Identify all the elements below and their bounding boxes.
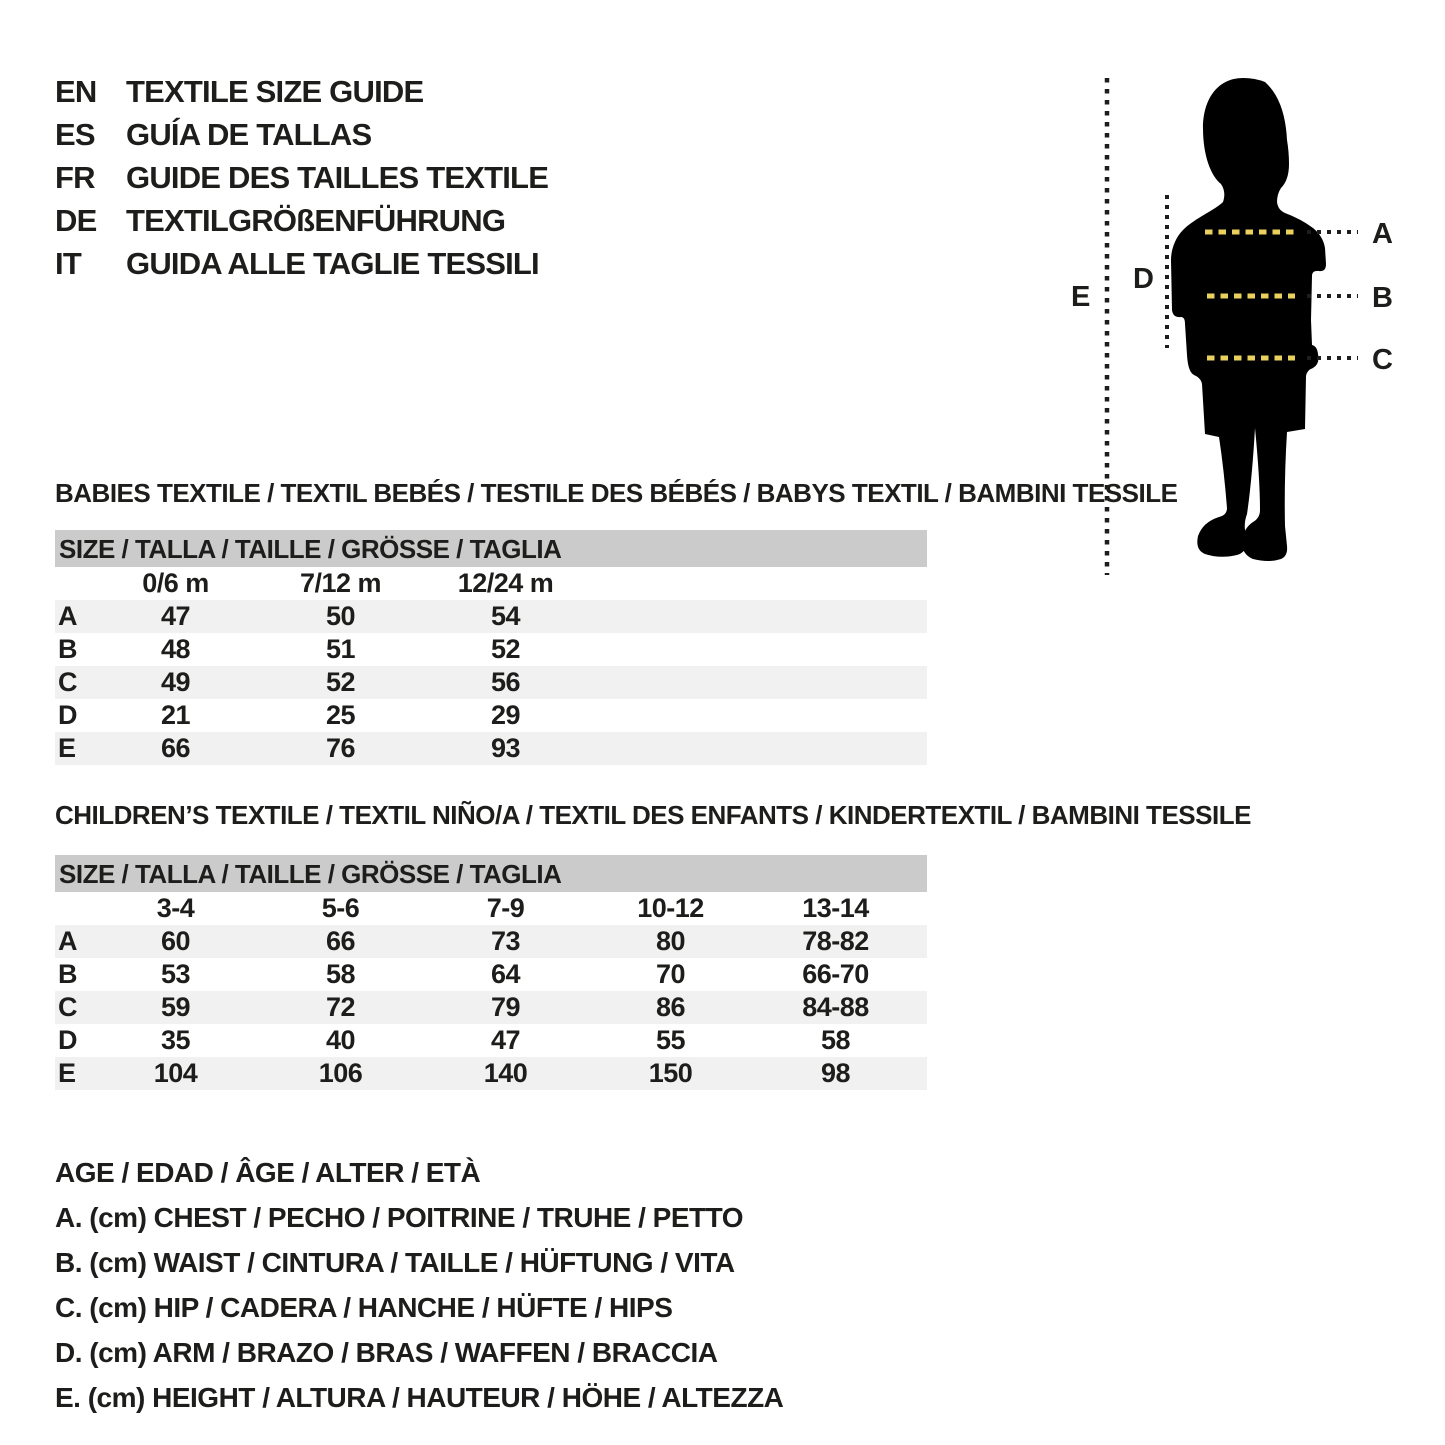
cell-value: 79 [490, 992, 521, 1022]
cell-value: 98 [820, 1058, 851, 1088]
cell-value: 50 [325, 601, 356, 631]
language-title: GUÍA DE TALLAS [126, 116, 372, 152]
language-row-es [55, 113, 548, 156]
children-size-table [55, 855, 927, 1090]
language-row-de [55, 199, 548, 242]
language-row-en [55, 70, 548, 113]
cell-value: 47 [160, 601, 191, 631]
row-label: A [58, 601, 77, 631]
cell-value: 40 [325, 1025, 356, 1055]
legend-height: E. (cm) HEIGHT / ALTURA / HAUTEUR / HÖHE / ALTEZZA [55, 1382, 784, 1413]
cell-value: 60 [160, 926, 191, 956]
children-column: 3-4 [156, 893, 195, 923]
table-row [55, 1024, 927, 1057]
language-code: DE [55, 202, 97, 238]
cell-value: 66 [160, 733, 191, 763]
cell-value: 104 [153, 1058, 198, 1088]
row-label: E [58, 733, 76, 763]
legend-hip: C. (cm) HIP / CADERA / HANCHE / HÜFTE / HIPS [55, 1292, 673, 1323]
cell-value: 35 [160, 1025, 191, 1055]
cell-value: 55 [655, 1025, 686, 1055]
cell-value: 73 [490, 926, 521, 956]
cell-value: 52 [325, 667, 356, 697]
language-title: TEXTILE SIZE GUIDE [126, 73, 424, 109]
children-column: 7-9 [486, 893, 525, 923]
children-size-header-bar: SIZE / TALLA / TAILLE / GRÖSSE / TAGLIA [55, 855, 927, 892]
cell-value: 72 [325, 992, 356, 1022]
babies-column: 12/24 m [457, 568, 554, 598]
cell-value: 51 [325, 634, 356, 664]
cell-value: 59 [160, 992, 191, 1022]
cell-value: 66 [325, 926, 356, 956]
table-row [55, 699, 927, 732]
row-label: A [58, 926, 77, 956]
hip-label: C [1372, 344, 1393, 376]
language-title: GUIDA ALLE TAGLIE TESSILI [126, 245, 539, 281]
cell-value: 25 [325, 700, 356, 730]
cell-value: 93 [490, 733, 521, 763]
cell-value: 150 [648, 1058, 693, 1088]
legend-chest: A. (cm) CHEST / PECHO / POITRINE / TRUHE / PETTO [55, 1202, 744, 1233]
language-code: IT [55, 245, 81, 281]
language-title: GUIDE DES TAILLES TEXTILE [126, 159, 549, 195]
legend-age: AGE / EDAD / ÂGE / ALTER / ETÀ [55, 1157, 481, 1188]
cell-value: 76 [325, 733, 356, 763]
babies-section-title: BABIES TEXTILE / TEXTIL BEBÉS / TESTILE DES BÉBÉS / BABYS TEXTIL / BAMBINI TESSILE [55, 478, 1178, 508]
babies-size-table [55, 530, 927, 765]
cell-value: 48 [160, 634, 191, 664]
legend-arm: D. (cm) ARM / BRAZO / BRAS / WAFFEN / BRACCIA [55, 1337, 718, 1368]
cell-value: 86 [655, 992, 686, 1022]
chest-label: A [1372, 218, 1393, 250]
language-row-it [55, 242, 548, 285]
row-label: C [58, 992, 77, 1022]
cell-value: 54 [490, 601, 521, 631]
table-row [55, 633, 927, 666]
cell-value: 58 [820, 1025, 851, 1055]
babies-size-header-bar: SIZE / TALLA / TAILLE / GRÖSSE / TAGLIA [55, 530, 927, 567]
table-row [55, 958, 927, 991]
row-label: B [58, 959, 77, 989]
row-label: D [58, 700, 77, 730]
babies-column-header-row [55, 567, 927, 600]
cell-value: 49 [160, 667, 191, 697]
cell-value: 56 [490, 667, 521, 697]
legend-waist: B. (cm) WAIST / CINTURA / TAILLE / HÜFTUNG / VITA [55, 1247, 735, 1278]
cell-value: 53 [160, 959, 191, 989]
table-row [55, 732, 927, 765]
child-silhouette-icon [1171, 78, 1326, 561]
table-row [55, 1057, 927, 1090]
language-row-fr [55, 156, 548, 199]
arm-label: D [1133, 263, 1154, 295]
row-label: C [58, 667, 77, 697]
cell-value: 64 [490, 959, 521, 989]
table-row [55, 666, 927, 699]
table-row [55, 925, 927, 958]
babies-column: 0/6 m [142, 568, 209, 598]
table-row [55, 600, 927, 633]
row-label: B [58, 634, 77, 664]
cell-value: 70 [655, 959, 686, 989]
children-column: 5-6 [321, 893, 360, 923]
cell-value: 58 [325, 959, 356, 989]
children-column-header-row [55, 892, 927, 925]
language-title-list [55, 70, 548, 285]
cell-value: 106 [318, 1058, 363, 1088]
cell-value: 80 [655, 926, 686, 956]
row-label: D [58, 1025, 77, 1055]
measurement-figure [1055, 60, 1445, 600]
children-column: 10-12 [637, 893, 704, 923]
language-code: FR [55, 159, 95, 195]
cell-value: 84-88 [802, 992, 869, 1022]
table-row [55, 991, 927, 1024]
language-code: ES [55, 116, 95, 152]
cell-value: 21 [160, 700, 191, 730]
measurement-legend [55, 1150, 783, 1420]
babies-column: 7/12 m [299, 568, 382, 598]
waist-label: B [1372, 282, 1393, 314]
cell-value: 52 [490, 634, 521, 664]
cell-value: 66-70 [802, 959, 869, 989]
cell-value: 78-82 [802, 926, 869, 956]
cell-value: 29 [490, 700, 521, 730]
height-label: E [1071, 281, 1091, 313]
cell-value: 140 [483, 1058, 528, 1088]
cell-value: 47 [490, 1025, 521, 1055]
children-section-title: CHILDREN’S TEXTILE / TEXTIL NIÑO/A / TEXTIL DES ENFANTS / KINDERTEXTIL / BAMBINI TESSILE [55, 800, 1251, 830]
language-code: EN [55, 73, 97, 109]
language-title: TEXTILGRÖßENFÜHRUNG [126, 202, 506, 238]
row-label: E [58, 1058, 76, 1088]
children-column: 13-14 [802, 893, 869, 923]
